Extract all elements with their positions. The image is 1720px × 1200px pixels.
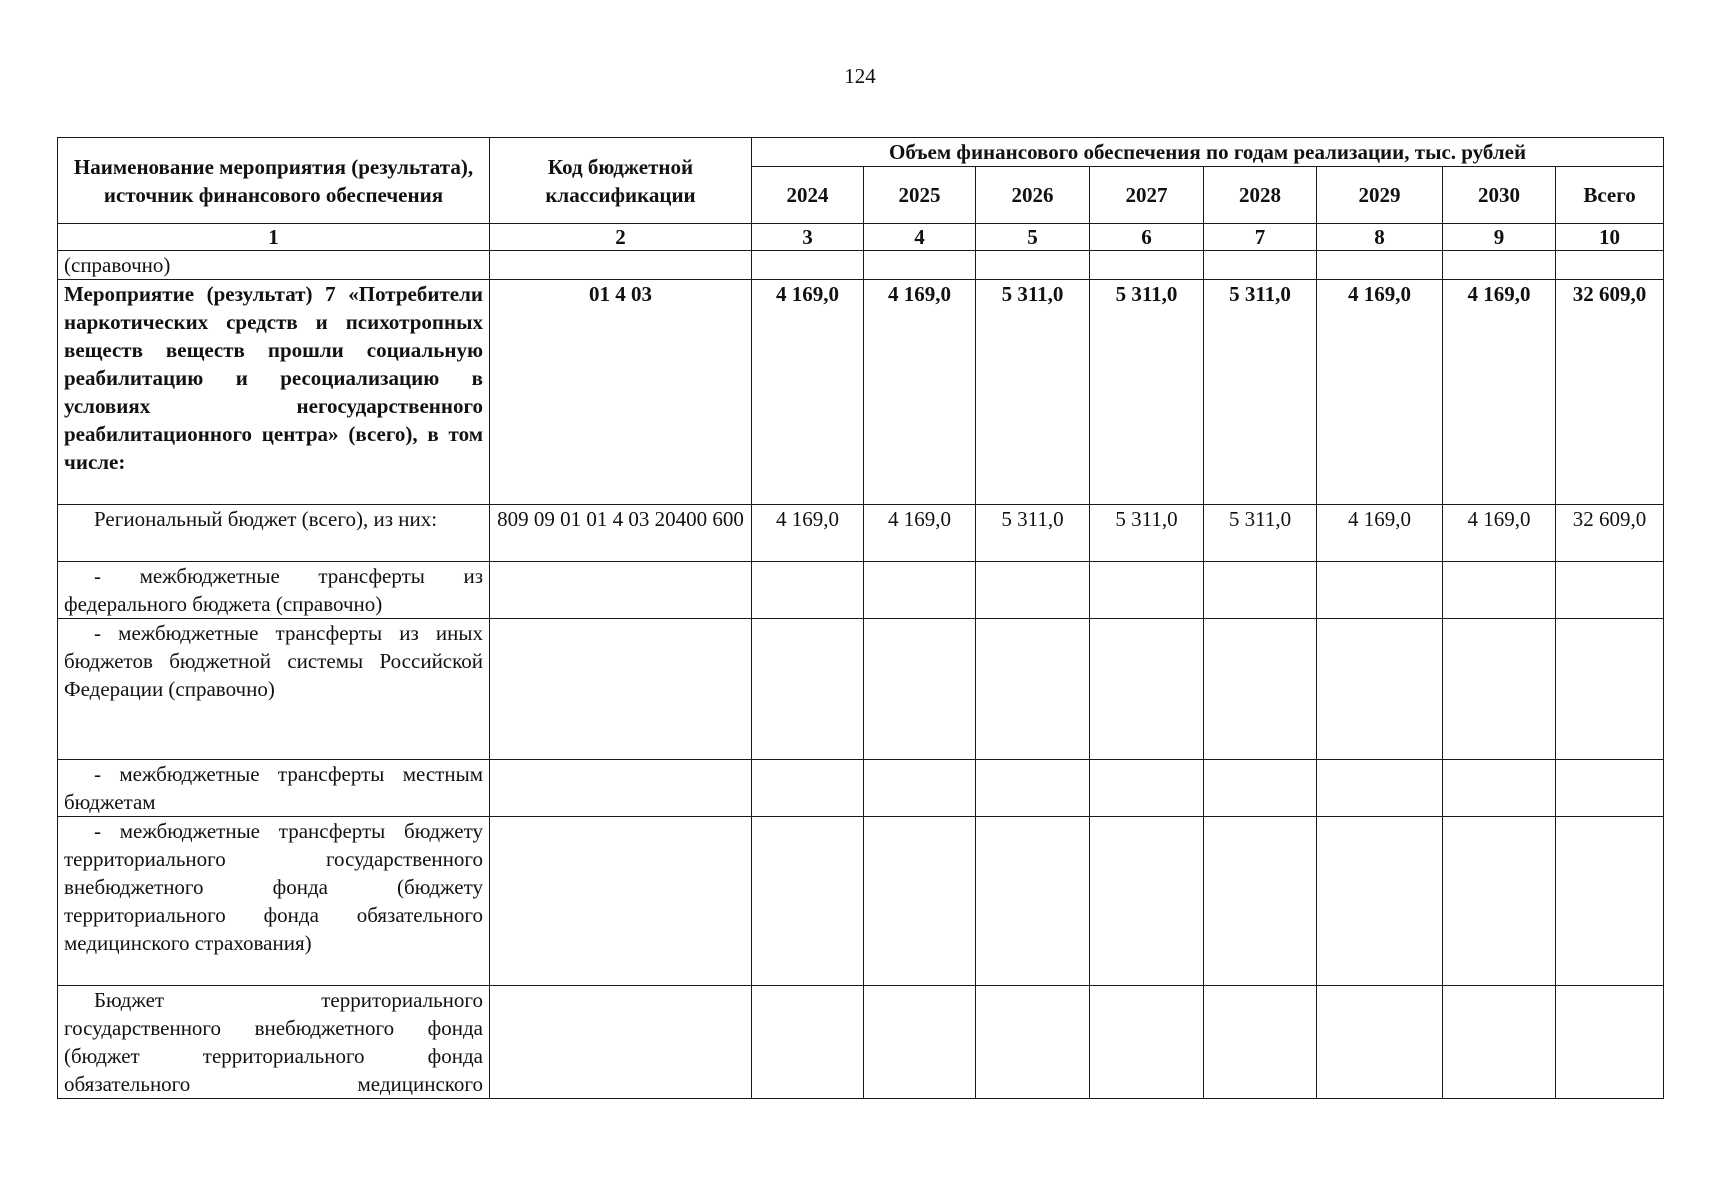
column-number-row [58,224,1664,251]
column-number: 3 [752,224,864,251]
row-value [1090,817,1204,986]
header-volume: Объем финансового обеспечения по годам реализации, тыс. рублей [752,138,1664,167]
header-year: 2025 [864,167,976,224]
row-value: 4 169,0 [1443,505,1556,562]
row-value: 5 311,0 [1204,505,1317,562]
column-number: 5 [976,224,1090,251]
row-value [1443,760,1556,817]
row-value [1556,251,1664,280]
row-value [1204,986,1317,1099]
row-value [1443,251,1556,280]
column-number: 9 [1443,224,1556,251]
row-value [864,986,976,1099]
table-row [58,986,1664,1099]
row-value [752,986,864,1099]
row-value [864,619,976,760]
row-value [976,562,1090,619]
row-value [1556,760,1664,817]
row-code [490,986,752,1099]
row-value [752,562,864,619]
header-year: 2027 [1090,167,1204,224]
row-name: Бюджет территориального государственного внебюджетного фонда (бюджет территориального фонда обязательного медицинского [58,986,490,1099]
row-value [1090,760,1204,817]
row-value [1204,817,1317,986]
row-name: - межбюджетные трансферты из федерального бюджета (справочно) [58,562,490,619]
row-value [864,817,976,986]
row-value [1443,817,1556,986]
row-value [1090,562,1204,619]
table-row [58,760,1664,817]
table-row [58,505,1664,562]
row-name: - межбюджетные трансферты бюджету территориального государственного внебюджетного фонда (бюджету территориального фонда обязательного медицинского страхования) [58,817,490,986]
row-value [752,619,864,760]
row-value [1317,619,1443,760]
row-value [1204,619,1317,760]
row-value: 4 169,0 [752,280,864,505]
row-code [490,619,752,760]
row-value: 5 311,0 [1090,280,1204,505]
row-code [490,562,752,619]
row-value: 4 169,0 [864,505,976,562]
row-code: 01 4 03 [490,280,752,505]
row-value: 5 311,0 [1090,505,1204,562]
row-value [752,251,864,280]
row-value [1317,817,1443,986]
row-value [976,986,1090,1099]
row-value [864,562,976,619]
row-code [490,760,752,817]
row-value [864,760,976,817]
row-value [1090,251,1204,280]
header-year: 2030 [1443,167,1556,224]
row-value [1317,251,1443,280]
row-code [490,817,752,986]
row-value: 32 609,0 [1556,505,1664,562]
table-body [58,251,1664,1099]
row-name: Региональный бюджет (всего), из них: [58,505,490,562]
row-value [1443,986,1556,1099]
row-code: 809 09 01 01 4 03 20400 600 [490,505,752,562]
header-year: 2026 [976,167,1090,224]
row-name: - межбюджетные трансферты из иных бюджетов бюджетной системы Российской Федерации (справочно) [58,619,490,760]
row-value [864,251,976,280]
row-value [1090,619,1204,760]
table-header [58,138,1664,251]
row-code [490,251,752,280]
row-value [1556,817,1664,986]
header-name: Наименование мероприятия (результата), источник финансового обеспечения [58,138,490,224]
column-number: 2 [490,224,752,251]
row-value: 5 311,0 [976,280,1090,505]
row-value [1204,760,1317,817]
header-code: Код бюджетной классификации [490,138,752,224]
row-value [976,619,1090,760]
row-value [1204,251,1317,280]
row-name: (справочно) [58,251,490,280]
header-year: 2024 [752,167,864,224]
header-total: Всего [1556,167,1664,224]
header-year: 2029 [1317,167,1443,224]
row-value: 32 609,0 [1556,280,1664,505]
table-row [58,562,1664,619]
row-value [752,760,864,817]
table-row [58,817,1664,986]
column-number: 8 [1317,224,1443,251]
row-value [1317,986,1443,1099]
row-value [976,760,1090,817]
row-value [1204,562,1317,619]
column-number: 6 [1090,224,1204,251]
row-value [1556,562,1664,619]
row-value: 4 169,0 [1443,280,1556,505]
budget-table [57,137,1664,1099]
row-value [1556,986,1664,1099]
row-value [752,817,864,986]
row-value [976,817,1090,986]
table-row [58,619,1664,760]
column-number: 7 [1204,224,1317,251]
column-number: 1 [58,224,490,251]
header-row [58,138,1664,167]
row-value [1556,619,1664,760]
row-value: 4 169,0 [1317,505,1443,562]
row-value: 4 169,0 [752,505,864,562]
header-year: 2028 [1204,167,1317,224]
table-row [58,251,1664,280]
row-value [976,251,1090,280]
page-number: 124 [844,64,876,88]
column-number: 10 [1556,224,1664,251]
row-value [1317,562,1443,619]
row-value: 4 169,0 [1317,280,1443,505]
row-value: 5 311,0 [1204,280,1317,505]
row-value: 5 311,0 [976,505,1090,562]
table-row [58,280,1664,505]
row-name: - межбюджетные трансферты местным бюджетам [58,760,490,817]
row-value [1090,986,1204,1099]
row-value [1443,562,1556,619]
row-name: Мероприятие (результат) 7 «Потребители наркотических средств и психотропных веществ веществ прошли социальную реабилитацию и ресоциализацию в условиях негосударственного реабилитационного центра» (всего), в том числе: [58,280,490,505]
row-value [1443,619,1556,760]
row-value: 4 169,0 [864,280,976,505]
row-value [1317,760,1443,817]
column-number: 4 [864,224,976,251]
